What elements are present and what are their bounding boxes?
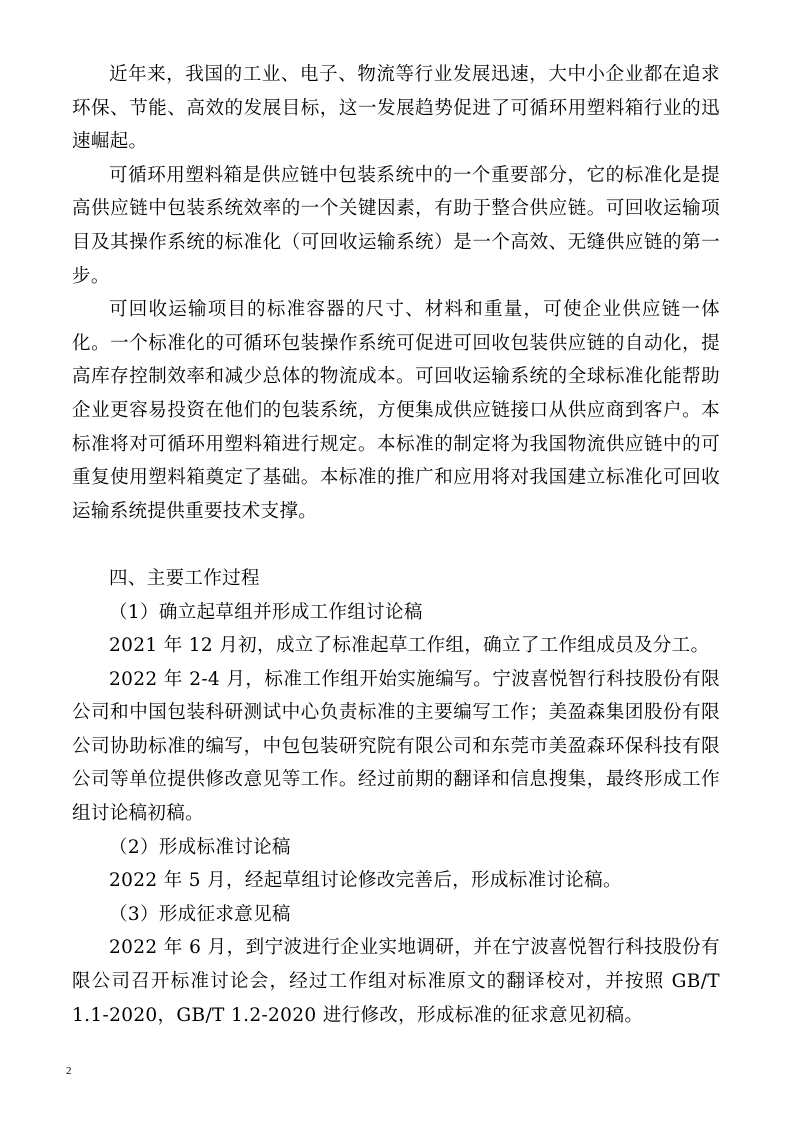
page-number: 2 xyxy=(66,1065,72,1077)
body-text xyxy=(72,58,720,1032)
paragraph-drafting-group: 2021 年 12 月初，成立了标准起草工作组，确立了工作组成员及分工。 xyxy=(109,635,710,657)
subsection-heading-3: （3）形成征求意见稿 xyxy=(109,903,291,925)
paragraph-container-standards: 可回收运输项目的标准容器的尺寸、材料和重量，可使企业供应链一体化。一个标准化的可循环包装操作系统可促进可回收包装供应链的自动化，提高库存控制效率和减少总体的物流成本。可回收运输系统的全球标准化能帮助企业更容易投资在他们的包装系统，方便集成供应链接口从供应商到客户。本标准将对可循环用塑料箱进行规定。本标准的制定将为我国物流供应链中的可重复使用塑料箱奠定了基础。本标准的推广和应用将对我国建立标准化可回收运输系统提供重要技术支撑。 xyxy=(72,299,720,522)
subsection-heading-1: （1）确立起草组并形成工作组讨论稿 xyxy=(109,601,423,623)
paragraph-standardization: 可循环用塑料箱是供应链中包装系统中的一个重要部分，它的标准化是提高供应链中包装系统效率的一个关键因素，有助于整合供应链。可回收运输项目及其操作系统的标准化（可回收运输系统）是一个高效、无缝供应链的第一步。 xyxy=(72,164,720,287)
section-heading: 四、主要工作过程 xyxy=(109,567,260,589)
subsection-heading-2: （2）形成标准讨论稿 xyxy=(109,836,291,858)
paragraph-discussion-draft: 2022 年 5 月，经起草组讨论修改完善后，形成标准讨论稿。 xyxy=(109,870,622,892)
paragraph-intro: 近年来，我国的工业、电子、物流等行业发展迅速，大中小企业都在追求环保、节能、高效的发展目标，这一发展趋势促进了可循环用塑料箱行业的迅速崛起。 xyxy=(72,64,720,153)
blank-line xyxy=(72,528,720,562)
paragraph-drafting-work: 2022 年 2-4 月，标准工作组开始实施编写。宁波喜悦智行科技股份有限公司和中国包装科研测试中心负责标准的主要编写工作；美盈森集团股份有限公司协助标准的编写，中包包装研究院有限公司和东莞市美盈森环保科技有限公司等单位提供修改意见等工作。经过前期的翻译和信息搜集，最终形成工作组讨论稿初稿。 xyxy=(72,668,720,825)
paragraph-comment-draft: 2022 年 6 月，到宁波进行企业实地调研，并在宁波喜悦智行科技股份有限公司召开标准讨论会，经过工作组对标准原文的翻译校对，并按照 GB/T 1.1-2020，GB/T 1.2-2020 进行修改，形成标准的征求意见初稿。 xyxy=(72,937,720,1026)
